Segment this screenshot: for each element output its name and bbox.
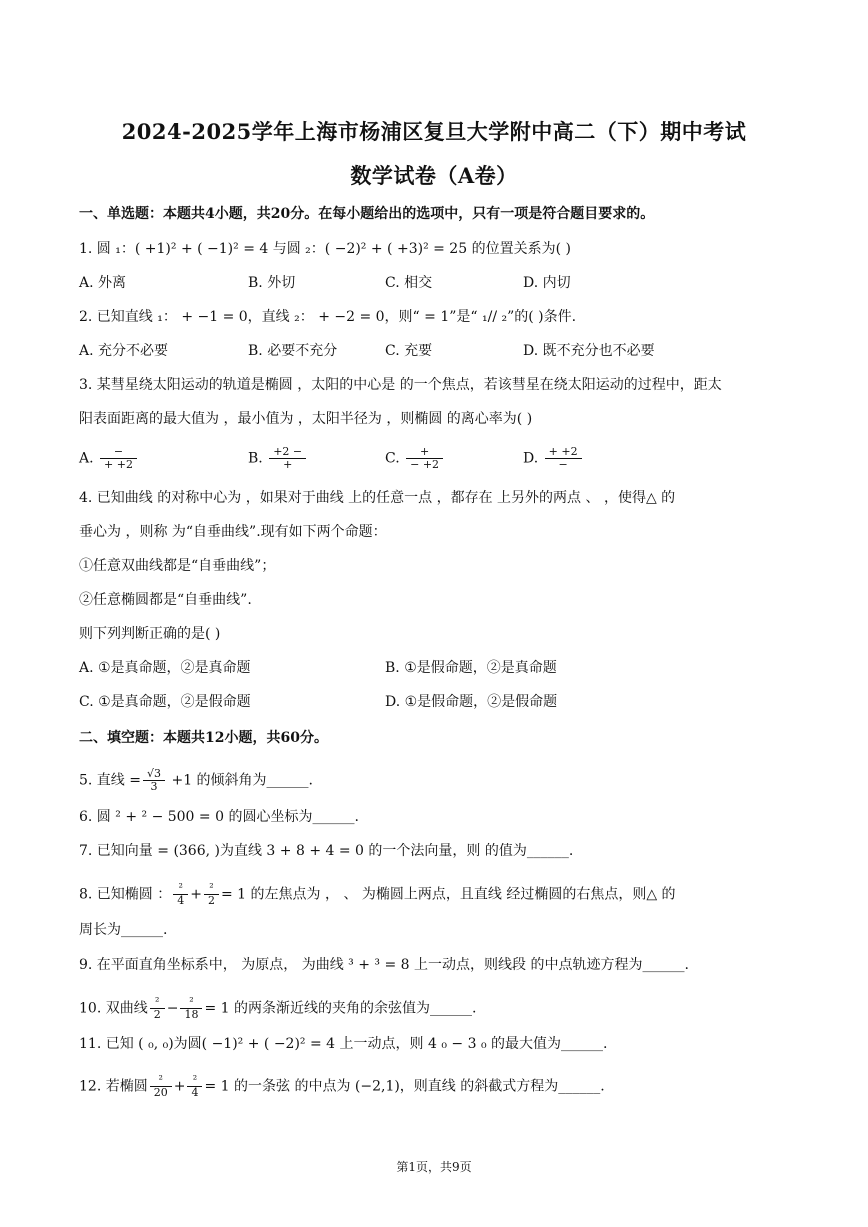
question-5-fraction: $\frac{√3}{3}$ — [143, 768, 165, 793]
question-4-proposition-2: ②任意椭圆都是“自垂曲线”. — [79, 592, 252, 608]
question-4-option-d: D. ①是假命题，②是假命题 — [385, 694, 558, 710]
question-7: 7. 已知向量 = (366, )为直线 3 + 8 + 4 = 0 的一个法向量，则 的值为______. — [79, 843, 574, 859]
section-heading-choice: 一、单选题：本题共4小题，共20分。在每小题给出的选项中，只有一项是符合题目要求的。 — [79, 206, 655, 222]
question-5: 5. 直线 = $\frac{√3}{3}$ +1 的倾斜角为______. — [79, 767, 314, 793]
question-1-option-c: C. 相交 — [385, 275, 433, 291]
question-4-option-b: B. ①是假命题，②是真命题 — [385, 660, 557, 676]
question-9: 9. 在平面直角坐标系中， 为原点， 为曲线 ³ + ³ = 8 上一动点，则线段 的中点轨迹方程为______. — [79, 957, 689, 973]
question-4-ask: 则下列判断正确的是( ) — [79, 626, 221, 642]
option-c-fraction: $\frac{+}{- +2}$ — [406, 446, 443, 471]
exam-title-line2: 数学试卷（A卷） — [350, 163, 518, 188]
question-1-stem: 1. 圆 ₁：( +1)² + ( −1)² = 4 与圆 ₂：( −2)² + ( +3)² = 25 的位置关系为( ) — [79, 241, 571, 257]
question-8-line2: 周长为______. — [79, 922, 168, 938]
question-3-option-a: A. $\frac{-}{+ +2}$ — [79, 446, 139, 471]
question-3-option-d: D. $\frac{+ +2}{-}$ — [523, 446, 584, 471]
question-4-stem-line2: 垂心为 ，则称 为“自垂曲线”.现有如下两个命题： — [79, 524, 387, 540]
question-2-option-a: A. 充分不必要 — [79, 343, 169, 359]
question-3-stem-line1: 3. 某彗星绕太阳运动的轨道是椭圆 ，太阳的中心是 的一个焦点，若该彗星在绕太阳运动的过程中，距太 — [79, 377, 722, 393]
exam-title-line1: 2024-2025学年上海市杨浦区复旦大学附中高二（下）期中考试 — [121, 119, 747, 144]
page-footer: 第1页，共9页 — [396, 1160, 472, 1174]
question-12: 12. 若椭圆 $\frac{\text{²}}{20}$ + $\frac{\text{²}}{4}$ = 1 的一条弦 的中点为 (−2,1)，则直线 的斜截式方程为______. — [79, 1073, 605, 1099]
option-a-fraction: $\frac{-}{+ +2}$ — [100, 446, 137, 471]
question-2-option-c: C. 充要 — [385, 343, 433, 359]
question-11: 11. 已知 ( ₀, ₀)为圆( −1)² + ( −2)² = 4 上一动点，则 4 ₀ − 3 ₀ 的最大值为______. — [79, 1036, 608, 1052]
question-1-option-b: B. 外切 — [248, 275, 296, 291]
question-3-option-b: B. $\frac{+2 -}{+}$ — [248, 446, 308, 471]
question-10: 10. 双曲线 $\frac{\text{²}}{2}$ − $\frac{\text{²}}{18}$ = 1 的两条渐近线的夹角的余弦值为______. — [79, 995, 477, 1021]
question-2-option-b: B. 必要不充分 — [248, 343, 338, 359]
question-1-option-d: D. 内切 — [523, 275, 571, 291]
question-1-option-a: A. 外离 — [79, 275, 127, 291]
question-3-stem-line2: 阳表面距离的最大值为 ，最小值为 ，太阳半径为 ，则椭圆 的离心率为( ) — [79, 411, 533, 427]
question-4-proposition-1: ①任意双曲线都是“自垂曲线”； — [79, 558, 276, 574]
option-b-fraction: $\frac{+2 -}{+}$ — [269, 446, 306, 471]
option-d-fraction: $\frac{+ +2}{-}$ — [545, 446, 582, 471]
question-2-stem: 2. 已知直线 ₁： + −1 = 0，直线 ₂： + −2 = 0，则“ = 1”是“ ₁// ₂”的( )条件. — [79, 309, 577, 325]
question-3-option-c: C. $\frac{+}{- +2}$ — [385, 446, 445, 471]
question-4-option-c: C. ①是真命题，②是假命题 — [79, 694, 251, 710]
question-8-line1: 8. 已知椭圆 ： $\frac{\text{²}}{4}$ + $\frac{\text{²}}{2}$ = 1 的左焦点为 ， 、 为椭圆上两点，且直线 经过椭圆的右焦点，则△ 的 — [79, 881, 676, 907]
question-4-stem-line1: 4. 已知曲线 的对称中心为 ，如果对于曲线 上的任意一点 ，都存在 上另外的两点 、 ，使得△ 的 — [79, 490, 676, 506]
question-6: 6. 圆 ² + ² − 500 = 0 的圆心坐标为______. — [79, 809, 359, 825]
question-2-option-d: D. 既不充分也不必要 — [523, 343, 655, 359]
section-heading-fill: 二、填空题：本题共12小题，共60分。 — [79, 730, 328, 746]
question-4-option-a: A. ①是真命题，②是真命题 — [79, 660, 251, 676]
